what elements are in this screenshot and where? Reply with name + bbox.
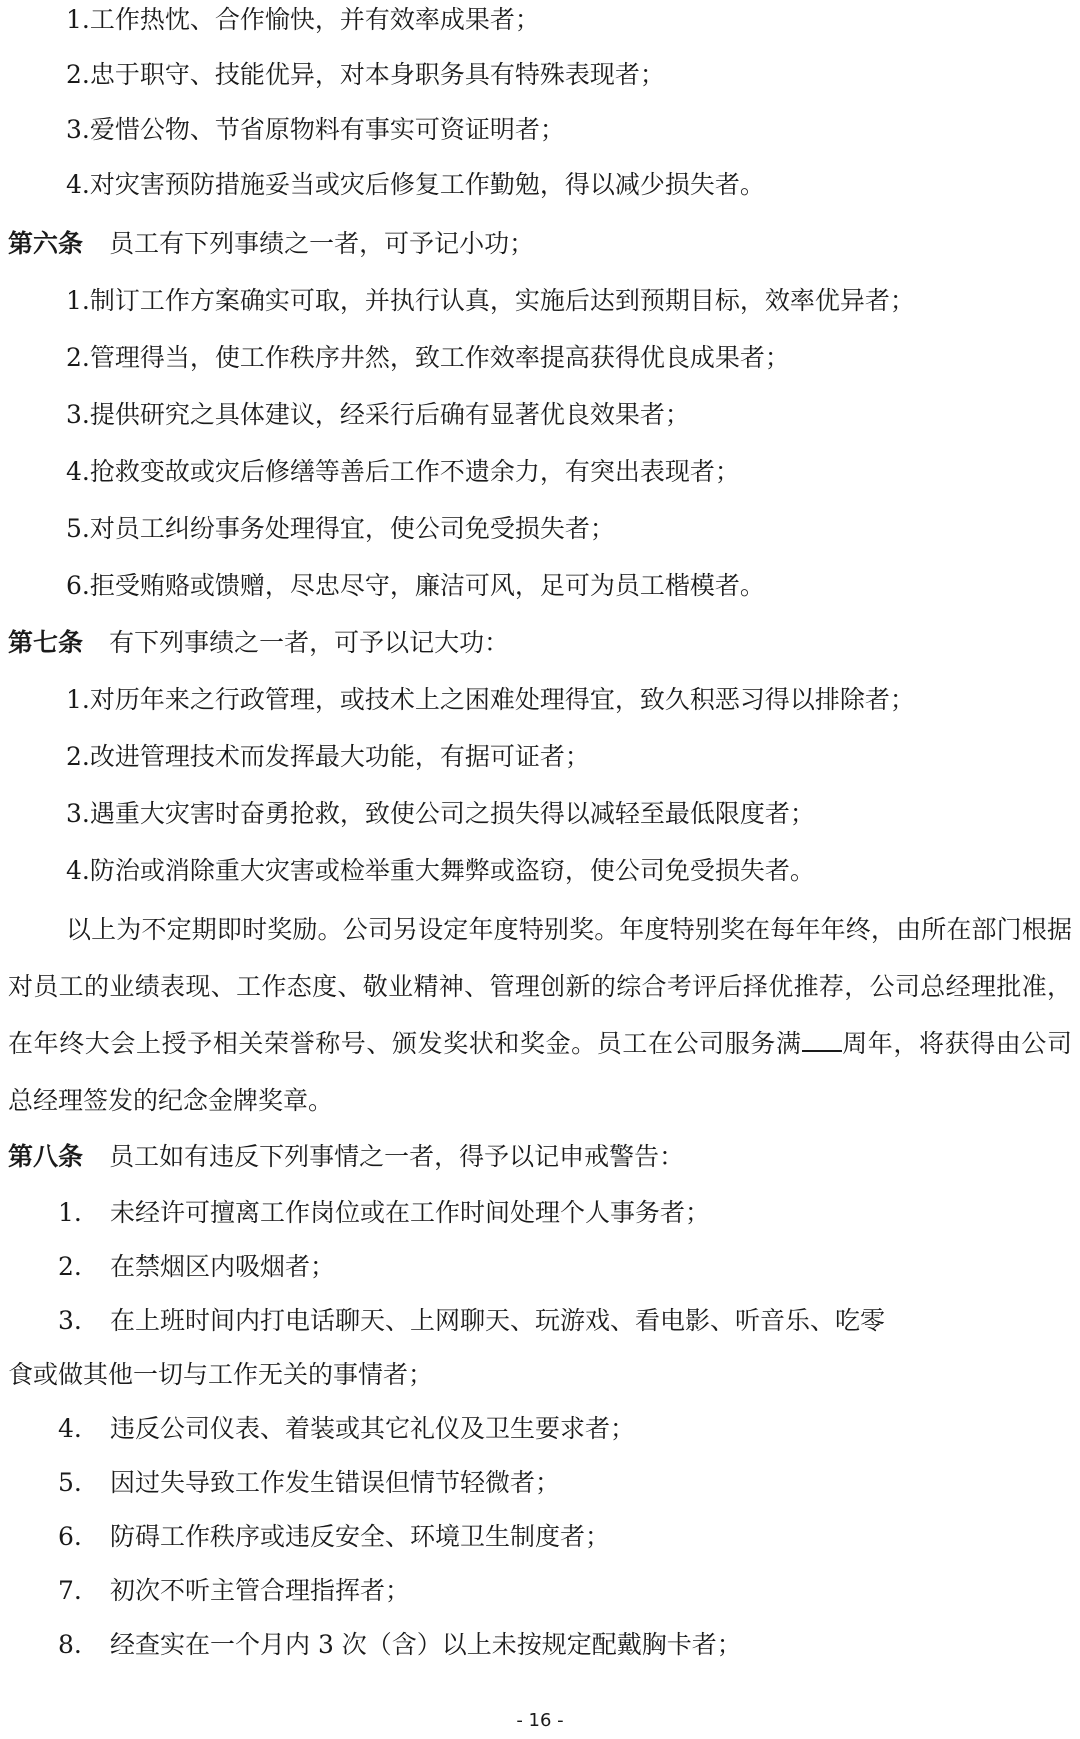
item-number: 8.: [58, 1630, 82, 1659]
list-item: 1.工作热忱、合作愉快，并有效率成果者；: [66, 5, 540, 34]
item-text: 在禁烟区内吸烟者；: [110, 1252, 336, 1281]
article-heading: [8, 227, 534, 261]
list-item: 2.忠于职守、技能优异，对本身职务具有特殊表现者；: [66, 60, 665, 89]
article-label: 第七条: [8, 628, 84, 657]
item-text: 初次不听主管合理指挥者；: [110, 1576, 411, 1605]
list-item: 4.抢救变故或灾后修缮等善后工作不遗余力，有突出表现者；: [66, 457, 740, 486]
article-text: 员工如有违反下列事情之一者，得予以记申戒警告：: [109, 1142, 685, 1171]
article-label: 第八条: [8, 1142, 84, 1171]
item-number: 1.: [58, 1198, 82, 1227]
list-item: 6.拒受贿赂或馈赠，尽忠尽守，廉洁可风，足可为员工楷模者。: [66, 571, 765, 600]
list-item: [58, 1412, 635, 1446]
list-item: 4.防治或消除重大灾害或检举重大舞弊或盗窃，使公司免受损失者。: [66, 856, 815, 885]
item-number: 7.: [58, 1576, 82, 1605]
paragraph-text: 以上为不定期即时奖励。公司另设定年度特别奖。年度特别奖在每年年终，由所在部门根据对员工的业绩表现、工作态度、敬业精神、管理创新的综合考评后择优推荐，公司总经理批准，在年终大会上授予相关荣誉称号、颁发奖状和奖金。员工在公司服务满: [8, 915, 1072, 1058]
list-item: [58, 1574, 410, 1608]
award-paragraph: [8, 901, 1072, 1129]
item-text: 违反公司仪表、着装或其它礼仪及卫生要求者；: [110, 1414, 636, 1443]
item-number: 4.: [58, 1414, 82, 1443]
paragraph-text: 周年，将获得由公司总经理签发的纪念金牌奖章。: [8, 1029, 1072, 1115]
item-text: 未经许可擅离工作岗位或在工作时间处理个人事务者；: [110, 1198, 711, 1227]
article-heading: [8, 1140, 684, 1174]
list-item-continuation: [8, 1358, 433, 1392]
item-text: 食或做其他一切与工作无关的事情者；: [8, 1360, 434, 1389]
list-item: [58, 1466, 560, 1500]
fill-in-blank[interactable]: [802, 1024, 842, 1052]
list-item: 3.爱惜公物、节省原物料有事实可资证明者；: [66, 115, 565, 144]
list-item: 1.制订工作方案确实可取，并执行认真，实施后达到预期目标，效率优异者；: [66, 286, 915, 315]
item-number: 6.: [58, 1522, 82, 1551]
item-number: 3.: [58, 1306, 82, 1335]
article-label: 第六条: [8, 229, 84, 258]
list-item: [58, 1628, 742, 1662]
item-number: 2.: [58, 1252, 82, 1281]
item-text: 经查实在一个月内 3 次（含）以上未按规定配戴胸卡者；: [110, 1630, 742, 1659]
list-item: 3.提供研究之具体建议，经采行后确有显著优良效果者；: [66, 400, 690, 429]
list-item: [58, 1250, 335, 1284]
list-item: 2.管理得当，使工作秩序井然，致工作效率提高获得优良成果者；: [66, 343, 790, 372]
article-heading: [8, 626, 509, 660]
item-text: 因过失导致工作发生错误但情节轻微者；: [110, 1468, 561, 1497]
page-number: - 16 -: [516, 1710, 564, 1731]
list-item: [58, 1520, 610, 1554]
list-item: 1.对历年来之行政管理，或技术上之困难处理得宜，致久积恶习得以排除者；: [66, 685, 915, 714]
item-text: 在上班时间内打电话聊天、上网聊天、玩游戏、看电影、听音乐、吃零: [110, 1306, 886, 1335]
item-text: 防碍工作秩序或违反安全、环境卫生制度者；: [110, 1522, 611, 1551]
list-item: 2.改进管理技术而发挥最大功能，有据可证者；: [66, 742, 590, 771]
list-item: 4.对灾害预防措施妥当或灾后修复工作勤勉，得以减少损失者。: [66, 170, 765, 199]
item-number: 5.: [58, 1468, 82, 1497]
list-item: [58, 1304, 885, 1338]
list-item: [58, 1196, 710, 1230]
article-text: 员工有下列事绩之一者，可予记小功；: [109, 229, 535, 258]
article-text: 有下列事绩之一者，可予以记大功：: [109, 628, 510, 657]
list-item: 5.对员工纠纷事务处理得宜，使公司免受损失者；: [66, 514, 615, 543]
list-item: 3.遇重大灾害时奋勇抢救，致使公司之损失得以减轻至最低限度者；: [66, 799, 815, 828]
